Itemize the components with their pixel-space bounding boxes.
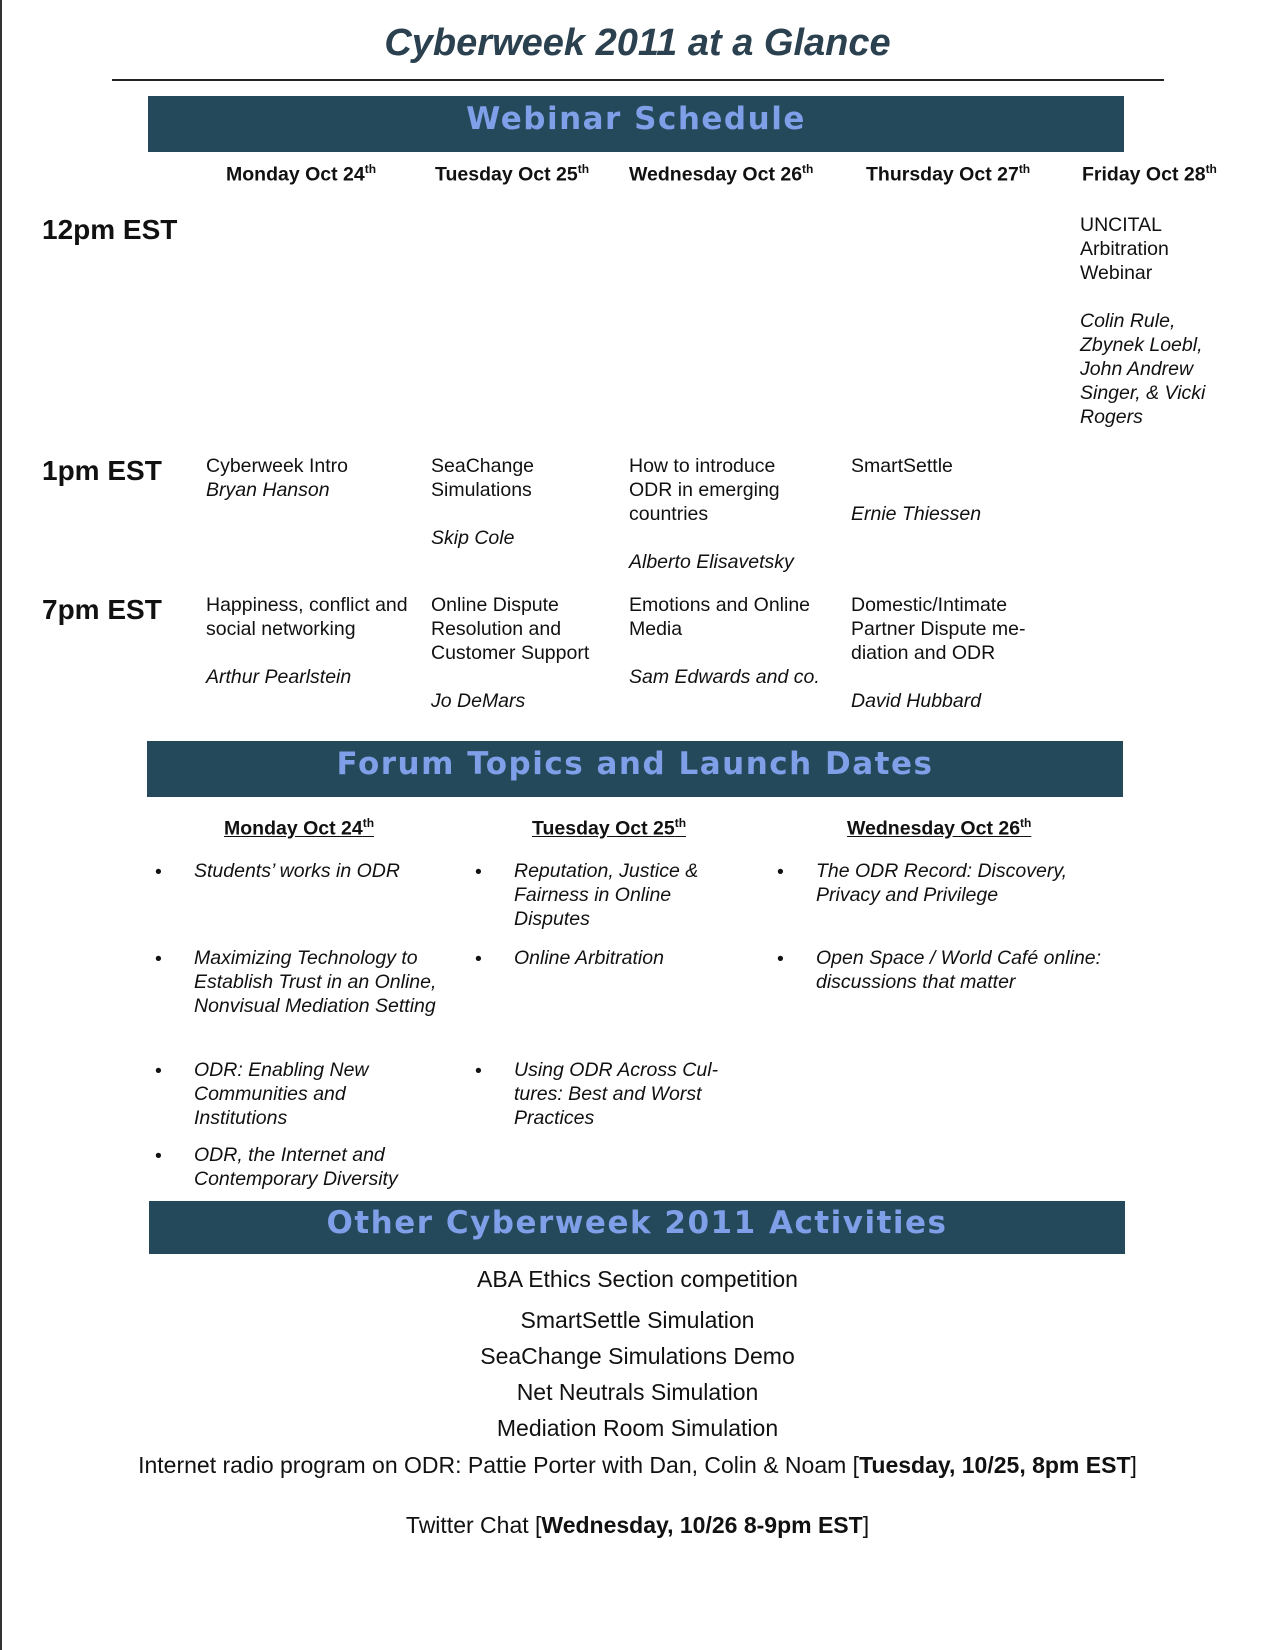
forum-topic-item: Using ODR Across Cul-tures: Best and Worst Practices (514, 1059, 719, 1129)
webinar-day-friday: Friday Oct 28th (1082, 162, 1217, 186)
bullet-icon: • (475, 1060, 482, 1082)
forum-day-monday: Monday Oct 24th (224, 816, 375, 840)
activity-item: SmartSettle Simulation (520, 1307, 755, 1333)
session-title: Online Dispute Resolution and Customer Support (431, 594, 590, 664)
session-speakers: Arthur Pearlstein (206, 666, 352, 688)
forum-topic-item: ODR: Enabling New Communities and Institutions (194, 1059, 369, 1129)
session-1pm-tuesday (431, 454, 551, 550)
bullet-icon: • (155, 948, 162, 970)
bullet-icon: • (155, 861, 162, 883)
session-speakers: David Hubbard (851, 690, 982, 712)
session-7pm-tuesday (431, 593, 616, 713)
bullet-icon: • (475, 948, 482, 970)
session-speakers: Bryan Hanson (206, 479, 330, 501)
webinar-day-wednesday: Wednesday Oct 26th (629, 162, 814, 186)
title-divider (112, 79, 1164, 81)
bullet-icon: • (155, 1060, 162, 1082)
session-7pm-wednesday (629, 593, 834, 689)
time-slot-7pm: 7pm EST (42, 594, 162, 625)
session-1pm-monday (206, 454, 421, 502)
time-slot-1pm: 1pm EST (42, 455, 162, 486)
radio-program-line: Internet radio program on ODR: Pattie Porter with Dan, Colin & Noam [Tuesday, 10/25, 8pm EST] (138, 1452, 1137, 1478)
activities-banner (149, 1201, 1125, 1254)
session-title: SeaChange Simulations (431, 455, 535, 501)
time-slot-12pm: 12pm EST (42, 214, 178, 245)
forum-topic-item: Open Space / World Café online: discussions that matter (816, 947, 1102, 993)
forum-topic-item: Online Arbitration (514, 947, 664, 969)
activities-heading: Other Cyberweek 2011 Activities (326, 1205, 948, 1241)
session-12pm-friday (1080, 213, 1230, 429)
activity-item: SeaChange Simulations Demo (480, 1343, 795, 1369)
bullet-icon: • (155, 1145, 162, 1167)
session-title: Domestic/Intimate Partner Dispute me-diation and ODR (851, 594, 1026, 664)
webinar-schedule-banner (148, 96, 1124, 152)
session-title: Cyberweek Intro (206, 455, 348, 477)
forum-day-wednesday: Wednesday Oct 26th (847, 816, 1032, 840)
session-speakers: Skip Cole (431, 527, 515, 549)
forum-topic-item: ODR, the Internet and Contemporary Diversity (194, 1144, 398, 1190)
session-speakers: Sam Edwards and co. (629, 666, 820, 688)
forum-day-tuesday: Tuesday Oct 25th (532, 816, 687, 840)
session-1pm-thursday (851, 454, 1051, 526)
forum-topics-banner (147, 741, 1123, 797)
webinar-day-tuesday: Tuesday Oct 25th (435, 162, 590, 186)
session-7pm-thursday (851, 593, 1051, 713)
forum-topic-item: The ODR Record: Discovery, Privacy and Privilege (816, 860, 1068, 906)
bullet-icon: • (777, 861, 784, 883)
session-title: SmartSettle (851, 455, 953, 477)
session-title: UNCITAL Arbitration Webinar (1080, 214, 1169, 284)
session-speakers: Jo DeMars (431, 690, 526, 712)
session-title: Happiness, conflict and social networking (206, 594, 408, 640)
session-title: How to introduce ODR in emerging countries (629, 455, 780, 525)
webinar-day-thursday: Thursday Oct 27th (866, 162, 1031, 186)
activity-item: ABA Ethics Section competition (477, 1266, 798, 1292)
page-title: Cyberweek 2011 at a Glance (384, 22, 891, 64)
webinar-day-monday: Monday Oct 24th (226, 162, 377, 186)
bullet-icon: • (475, 861, 482, 883)
session-speakers: Alberto Elisavetsky (629, 551, 794, 573)
forum-topic-item: Maximizing Technology to Establish Trust in an Online, Nonvisual Mediation Setting (194, 947, 437, 1017)
session-speakers: Ernie Thiessen (851, 503, 982, 525)
activity-item: Net Neutrals Simulation (516, 1379, 759, 1405)
twitter-chat-line: Twitter Chat [Wednesday, 10/26 8-9pm EST] (405, 1512, 870, 1538)
session-speakers: Colin Rule, Zbynek Loebl, John Andrew Singer, & Vicki Rogers (1080, 310, 1206, 428)
forum-topic-item: Reputation, Justice & Fairness in Online Disputes (514, 860, 699, 930)
webinar-schedule-heading: Webinar Schedule (466, 101, 806, 137)
forum-topic-item: Students’ works in ODR (194, 860, 400, 882)
bullet-icon: • (777, 948, 784, 970)
activity-item: Mediation Room Simulation (496, 1415, 779, 1441)
session-7pm-monday (206, 593, 421, 689)
session-1pm-wednesday (629, 454, 804, 574)
forum-topics-heading: Forum Topics and Launch Dates (336, 746, 934, 782)
session-title: Emotions and Online Media (629, 594, 811, 640)
